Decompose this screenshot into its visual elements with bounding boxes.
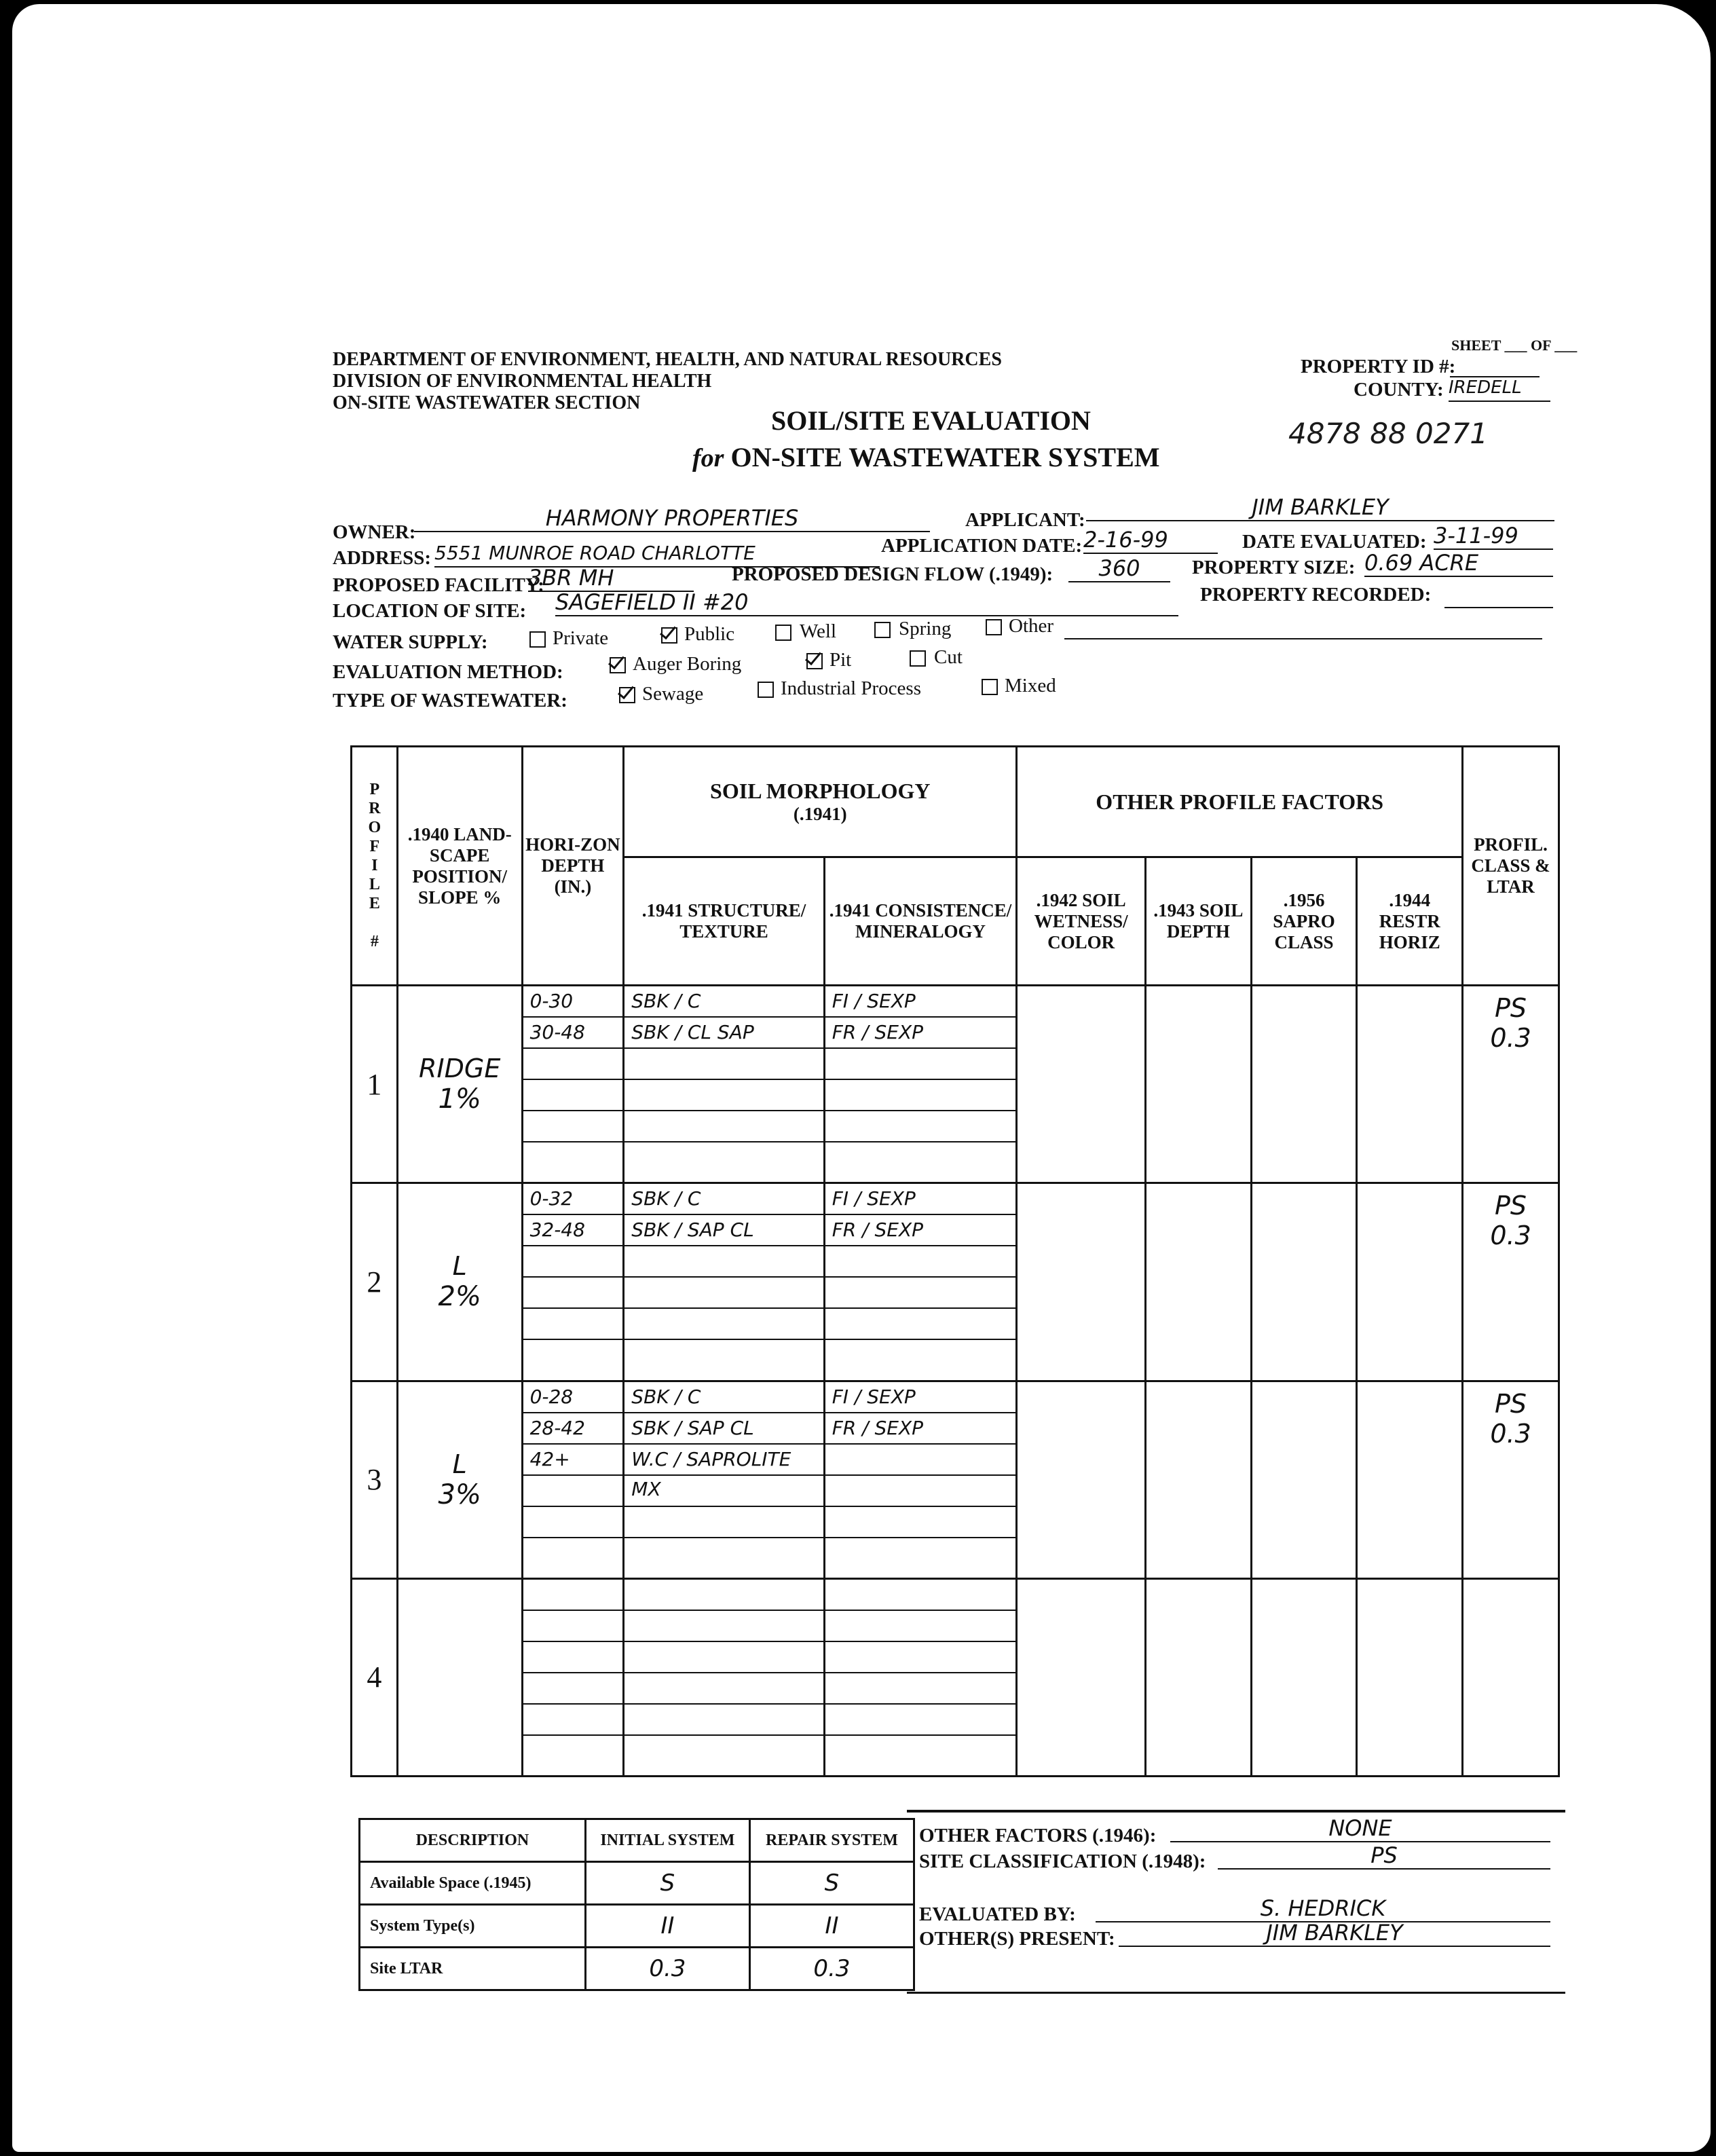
cut-label: Cut bbox=[934, 646, 963, 668]
auger-boring-label: Auger Boring bbox=[633, 653, 742, 675]
structure-entry bbox=[624, 1705, 823, 1736]
dept-name: DEPARTMENT OF ENVIRONMENT, HEALTH, AND NATURAL RESOURCES bbox=[333, 349, 1002, 370]
profile-row bbox=[352, 1183, 1559, 1381]
consistence-entry bbox=[825, 1705, 1016, 1736]
consistence-lines bbox=[825, 986, 1016, 1172]
water-supply-label: WATER SUPPLY: bbox=[333, 631, 488, 653]
owner-field: HARMONY PROPERTIES bbox=[414, 505, 930, 532]
summary-initial: II bbox=[585, 1905, 749, 1948]
structure-entry bbox=[624, 1340, 823, 1370]
water-other-label: Other bbox=[1009, 615, 1054, 637]
depth-entry bbox=[523, 1538, 623, 1568]
depth-entry: 0-30 bbox=[523, 986, 623, 1018]
profile-table bbox=[350, 745, 1560, 1777]
consistence-cell bbox=[824, 1578, 1017, 1776]
property-recorded-line bbox=[1444, 607, 1553, 608]
morphology-header bbox=[624, 747, 1017, 857]
consistence-entry bbox=[825, 1278, 1016, 1309]
summary-row-label: Site LTAR bbox=[360, 1948, 586, 1990]
structure-entry bbox=[624, 1049, 823, 1080]
address-label: ADDRESS: bbox=[333, 547, 432, 569]
consistence-entry bbox=[825, 1445, 1016, 1476]
mixed-label: Mixed bbox=[1005, 675, 1056, 696]
date-evaluated-field: 3-11-99 bbox=[1434, 523, 1553, 550]
wetness-header: .1942 SOIL WETNESS/ COLOR bbox=[1017, 857, 1146, 986]
structure-header: .1941 STRUCTURE/ TEXTURE bbox=[624, 857, 824, 986]
structure-lines bbox=[624, 1580, 823, 1766]
profile-class: PS bbox=[1495, 1191, 1527, 1221]
depth-entry bbox=[523, 1111, 623, 1142]
landscape-position: RIDGE bbox=[419, 1054, 501, 1084]
sewage-checkbox[interactable] bbox=[619, 687, 635, 703]
consistence-entry bbox=[825, 1309, 1016, 1340]
address-field: 5551 MUNROE ROAD CHARLOTTE bbox=[434, 540, 880, 568]
soil-depth-cell bbox=[1146, 1578, 1252, 1776]
structure-entry bbox=[624, 1538, 823, 1568]
depth-lines bbox=[523, 986, 623, 1172]
county-value: IREDELL bbox=[1449, 375, 1550, 402]
landscape-header: .1940 LAND-SCAPE POSITION/ SLOPE % bbox=[397, 747, 522, 986]
depth-entry bbox=[523, 1736, 623, 1766]
summary-row bbox=[360, 1905, 914, 1948]
structure-lines bbox=[624, 1184, 823, 1370]
depth-entry bbox=[523, 1476, 623, 1507]
consistence-entry bbox=[825, 1611, 1016, 1642]
depth-entry bbox=[523, 1580, 623, 1611]
landscape-cell bbox=[397, 1381, 522, 1578]
consistence-entry: FR / SEXP bbox=[825, 1018, 1016, 1049]
sapro-cell bbox=[1251, 1381, 1357, 1578]
water-private-checkbox[interactable] bbox=[529, 631, 546, 648]
system-summary-table bbox=[358, 1818, 915, 1991]
consistence-entry bbox=[825, 1049, 1016, 1080]
summary-row-label: Available Space (.1945) bbox=[360, 1862, 586, 1905]
sapro-cell bbox=[1251, 1183, 1357, 1381]
profile-ltar: 0.3 bbox=[1490, 1023, 1531, 1053]
restr-cell bbox=[1357, 1578, 1463, 1776]
depth-entry bbox=[523, 1673, 623, 1705]
subtitle-main: ON-SITE WASTEWATER SYSTEM bbox=[730, 442, 1160, 472]
site-class-field: PS bbox=[1218, 1842, 1550, 1870]
landscape-position: L bbox=[452, 1251, 467, 1282]
depth-cell bbox=[522, 1381, 624, 1578]
consistence-entry: FR / SEXP bbox=[825, 1413, 1016, 1445]
consistence-entry bbox=[825, 1111, 1016, 1142]
consistence-lines bbox=[825, 1382, 1016, 1568]
facility-field: 3BR MH bbox=[528, 565, 694, 592]
initial-system-header: INITIAL SYSTEM bbox=[585, 1819, 749, 1862]
sapro-header: .1956 SAPRO CLASS bbox=[1251, 857, 1357, 986]
profile-ltar: 0.3 bbox=[1490, 1221, 1531, 1251]
profile-row bbox=[352, 1578, 1559, 1776]
summary-row-label: System Type(s) bbox=[360, 1905, 586, 1948]
location-field: SAGEFIELD II #20 bbox=[555, 589, 1178, 616]
auger-boring-checkbox[interactable] bbox=[610, 657, 626, 673]
other-factors-header: OTHER PROFILE FACTORS bbox=[1017, 747, 1463, 857]
pit-checkbox[interactable] bbox=[806, 653, 823, 669]
water-spring-label: Spring bbox=[899, 618, 952, 639]
restr-header: .1944 RESTR HORIZ bbox=[1357, 857, 1463, 986]
applicant-label: APPLICANT: bbox=[965, 509, 1085, 531]
structure-entry bbox=[624, 1309, 823, 1340]
landscape-cell bbox=[397, 1578, 522, 1776]
structure-entry bbox=[624, 1673, 823, 1705]
county-label: COUNTY: bbox=[1354, 379, 1444, 401]
consistence-lines bbox=[825, 1580, 1016, 1766]
structure-entry bbox=[624, 1246, 823, 1278]
depth-entry bbox=[523, 1611, 623, 1642]
profile-class: PS bbox=[1495, 993, 1527, 1023]
date-evaluated-label: DATE EVALUATED: bbox=[1242, 531, 1427, 553]
site-class-label: SITE CLASSIFICATION (.1948): bbox=[919, 1851, 1206, 1872]
water-spring-checkbox[interactable] bbox=[874, 622, 891, 638]
property-recorded-label: PROPERTY RECORDED: bbox=[1200, 584, 1432, 606]
evaluated-by-field: S. HEDRICK bbox=[1096, 1895, 1550, 1922]
class-ltar-cell bbox=[1463, 986, 1559, 1183]
depth-entry bbox=[523, 1278, 623, 1309]
consistence-cell bbox=[824, 986, 1017, 1183]
description-header: DESCRIPTION bbox=[360, 1819, 586, 1862]
depth-entry bbox=[523, 1642, 623, 1673]
consistence-entry: FR / SEXP bbox=[825, 1215, 1016, 1246]
depth-entry bbox=[523, 1049, 623, 1080]
structure-entry bbox=[624, 1080, 823, 1111]
other-factors-field: NONE bbox=[1170, 1815, 1550, 1842]
depth-cell bbox=[522, 1183, 624, 1381]
structure-entry bbox=[624, 1642, 823, 1673]
structure-entry bbox=[624, 1580, 823, 1611]
restr-cell bbox=[1357, 1183, 1463, 1381]
depth-entry: 32-48 bbox=[523, 1215, 623, 1246]
handwritten-property-id: 4878 88 0271 bbox=[1288, 417, 1488, 450]
summary-row bbox=[360, 1862, 914, 1905]
others-present-field: JIM BARKLEY bbox=[1119, 1920, 1550, 1947]
structure-lines bbox=[624, 986, 823, 1172]
summary-repair: II bbox=[749, 1905, 914, 1948]
wetness-cell bbox=[1017, 986, 1146, 1183]
consistence-entry bbox=[825, 1538, 1016, 1568]
depth-lines bbox=[523, 1184, 623, 1370]
structure-entry bbox=[624, 1278, 823, 1309]
others-present-label: OTHER(S) PRESENT: bbox=[919, 1928, 1115, 1950]
landscape-cell bbox=[397, 986, 522, 1183]
structure-entry: SBK / SAP CL bbox=[624, 1413, 823, 1445]
slope-percent: 2% bbox=[438, 1281, 481, 1313]
landscape-position: L bbox=[452, 1449, 467, 1479]
slope-percent: 3% bbox=[438, 1479, 481, 1510]
depth-lines bbox=[523, 1382, 623, 1568]
restr-cell bbox=[1357, 1381, 1463, 1578]
water-well-label: Well bbox=[800, 620, 837, 642]
profile-ltar: 0.3 bbox=[1490, 1418, 1531, 1449]
consistence-entry bbox=[825, 1246, 1016, 1278]
summary-repair: 0.3 bbox=[749, 1948, 914, 1990]
summary-row bbox=[360, 1948, 914, 1990]
structure-entry bbox=[624, 1736, 823, 1766]
structure-entry: W.C / SAPROLITE MX bbox=[624, 1445, 823, 1476]
application-date-field: 2-16-99 bbox=[1083, 527, 1218, 554]
profile-header: PROFILE # bbox=[352, 747, 398, 986]
wetness-cell bbox=[1017, 1578, 1146, 1776]
structure-entry: SBK / C bbox=[624, 1382, 823, 1413]
profile-number: 2 bbox=[352, 1183, 398, 1381]
structure-cell bbox=[624, 1381, 824, 1578]
structure-entry: SBK / CL SAP bbox=[624, 1018, 823, 1049]
depth-entry bbox=[523, 1246, 623, 1278]
consistence-entry bbox=[825, 1673, 1016, 1705]
profile-number: 3 bbox=[352, 1381, 398, 1578]
design-flow-field: 360 bbox=[1068, 555, 1170, 582]
depth-entry: 28-42 bbox=[523, 1413, 623, 1445]
depth-lines bbox=[523, 1580, 623, 1766]
depth-entry bbox=[523, 1340, 623, 1370]
sheet-label: SHEET ___ OF ___ bbox=[1451, 337, 1578, 354]
consistence-entry: FI / SEXP bbox=[825, 1382, 1016, 1413]
class-ltar-cell bbox=[1463, 1183, 1559, 1381]
structure-cell bbox=[624, 986, 824, 1183]
owner-label: OWNER: bbox=[333, 521, 416, 543]
profile-number: 1 bbox=[352, 986, 398, 1183]
water-well-checkbox[interactable] bbox=[775, 625, 791, 641]
application-date-label: APPLICATION DATE: bbox=[881, 535, 1083, 557]
wetness-cell bbox=[1017, 1381, 1146, 1578]
depth-entry bbox=[523, 1507, 623, 1538]
mixed-checkbox[interactable] bbox=[982, 679, 998, 695]
property-size-label: PROPERTY SIZE: bbox=[1192, 557, 1356, 578]
structure-entry bbox=[624, 1142, 823, 1172]
class-ltar-cell bbox=[1463, 1381, 1559, 1578]
sapro-cell bbox=[1251, 1578, 1357, 1776]
structure-entry: SBK / C bbox=[624, 986, 823, 1018]
summary-repair: S bbox=[749, 1862, 914, 1905]
consistence-entry bbox=[825, 1080, 1016, 1111]
structure-entry bbox=[624, 1111, 823, 1142]
profile-row bbox=[352, 1381, 1559, 1578]
form-page bbox=[12, 4, 1711, 2152]
consistence-entry bbox=[825, 1642, 1016, 1673]
consistence-cell bbox=[824, 1381, 1017, 1578]
consistence-entry bbox=[825, 1507, 1016, 1538]
industrial-label: Industrial Process bbox=[781, 677, 921, 699]
summary-initial: S bbox=[585, 1862, 749, 1905]
form-subtitle bbox=[692, 441, 1160, 473]
consistence-lines bbox=[825, 1184, 1016, 1370]
consistence-entry: FI / SEXP bbox=[825, 986, 1016, 1018]
horizon-header: HORI-ZON DEPTH (IN.) bbox=[522, 747, 624, 986]
form-title: SOIL/SITE EVALUATION bbox=[771, 405, 1091, 436]
property-id-label: PROPERTY ID #: bbox=[1301, 356, 1456, 377]
water-other-checkbox[interactable] bbox=[986, 619, 1002, 635]
sapro-cell bbox=[1251, 986, 1357, 1183]
depth-entry bbox=[523, 1705, 623, 1736]
depth-entry bbox=[523, 1142, 623, 1172]
class-ltar-cell bbox=[1463, 1578, 1559, 1776]
morphology-title: SOIL MORPHOLOGY bbox=[710, 779, 931, 804]
morphology-sub: (.1941) bbox=[793, 804, 847, 825]
structure-cell bbox=[624, 1578, 824, 1776]
restr-cell bbox=[1357, 986, 1463, 1183]
structure-cell bbox=[624, 1183, 824, 1381]
structure-entry: SBK / C bbox=[624, 1184, 823, 1215]
profile-row bbox=[352, 986, 1559, 1183]
structure-entry bbox=[624, 1611, 823, 1642]
slope-percent: 1% bbox=[438, 1083, 481, 1115]
soil-depth-cell bbox=[1146, 986, 1252, 1183]
pit-label: Pit bbox=[829, 649, 852, 671]
repair-system-header: REPAIR SYSTEM bbox=[749, 1819, 914, 1862]
structure-lines bbox=[624, 1382, 823, 1568]
division-name: DIVISION OF ENVIRONMENTAL HEALTH bbox=[333, 371, 712, 392]
structure-entry bbox=[624, 1507, 823, 1538]
depth-cell bbox=[522, 1578, 624, 1776]
consistence-entry bbox=[825, 1340, 1016, 1370]
structure-entry: SBK / SAP CL bbox=[624, 1215, 823, 1246]
depth-entry: 42+ bbox=[523, 1445, 623, 1476]
section-name: ON-SITE WASTEWATER SECTION bbox=[333, 392, 641, 413]
water-public-checkbox[interactable] bbox=[661, 627, 677, 644]
depth-entry: 30-48 bbox=[523, 1018, 623, 1049]
consistence-cell bbox=[824, 1183, 1017, 1381]
water-public-label: Public bbox=[684, 623, 735, 645]
eval-method-label: EVALUATION METHOD: bbox=[333, 661, 563, 683]
depth-cell bbox=[522, 986, 624, 1183]
class-header: PROFIL. CLASS & LTAR bbox=[1463, 747, 1559, 986]
subtitle-prefix: for bbox=[692, 444, 724, 472]
water-other-line bbox=[1064, 638, 1542, 639]
consistence-entry bbox=[825, 1476, 1016, 1507]
depth-entry: 0-28 bbox=[523, 1382, 623, 1413]
depth-entry: 0-32 bbox=[523, 1184, 623, 1215]
other-factors-label: OTHER FACTORS (.1946): bbox=[919, 1825, 1157, 1846]
wastewater-label: TYPE OF WASTEWATER: bbox=[333, 690, 567, 711]
landscape-cell bbox=[397, 1183, 522, 1381]
water-private-label: Private bbox=[553, 627, 609, 649]
sewage-label: Sewage bbox=[642, 683, 704, 705]
cut-checkbox[interactable] bbox=[910, 650, 926, 667]
consistence-header: .1941 CONSISTENCE/ MINERALOGY bbox=[824, 857, 1017, 986]
industrial-checkbox[interactable] bbox=[758, 682, 774, 698]
location-label: LOCATION OF SITE: bbox=[333, 600, 527, 622]
summary-initial: 0.3 bbox=[585, 1948, 749, 1990]
consistence-entry: FI / SEXP bbox=[825, 1184, 1016, 1215]
soil-depth-cell bbox=[1146, 1183, 1252, 1381]
wetness-cell bbox=[1017, 1183, 1146, 1381]
consistence-entry bbox=[825, 1142, 1016, 1172]
profile-number: 4 bbox=[352, 1578, 398, 1776]
consistence-entry bbox=[825, 1580, 1016, 1611]
design-flow-label: PROPOSED DESIGN FLOW (.1949): bbox=[732, 563, 1053, 585]
soil-depth-cell bbox=[1146, 1381, 1252, 1578]
property-size-field: 0.69 ACRE bbox=[1364, 550, 1553, 577]
consistence-entry bbox=[825, 1736, 1016, 1766]
evaluated-by-label: EVALUATED BY: bbox=[919, 1903, 1076, 1925]
applicant-field: JIM BARKLEY bbox=[1086, 494, 1554, 521]
depth-entry bbox=[523, 1080, 623, 1111]
soil-depth-header: .1943 SOIL DEPTH bbox=[1146, 857, 1252, 986]
depth-entry bbox=[523, 1309, 623, 1340]
facility-label: PROPOSED FACILITY: bbox=[333, 574, 544, 596]
profile-class: PS bbox=[1495, 1388, 1527, 1419]
